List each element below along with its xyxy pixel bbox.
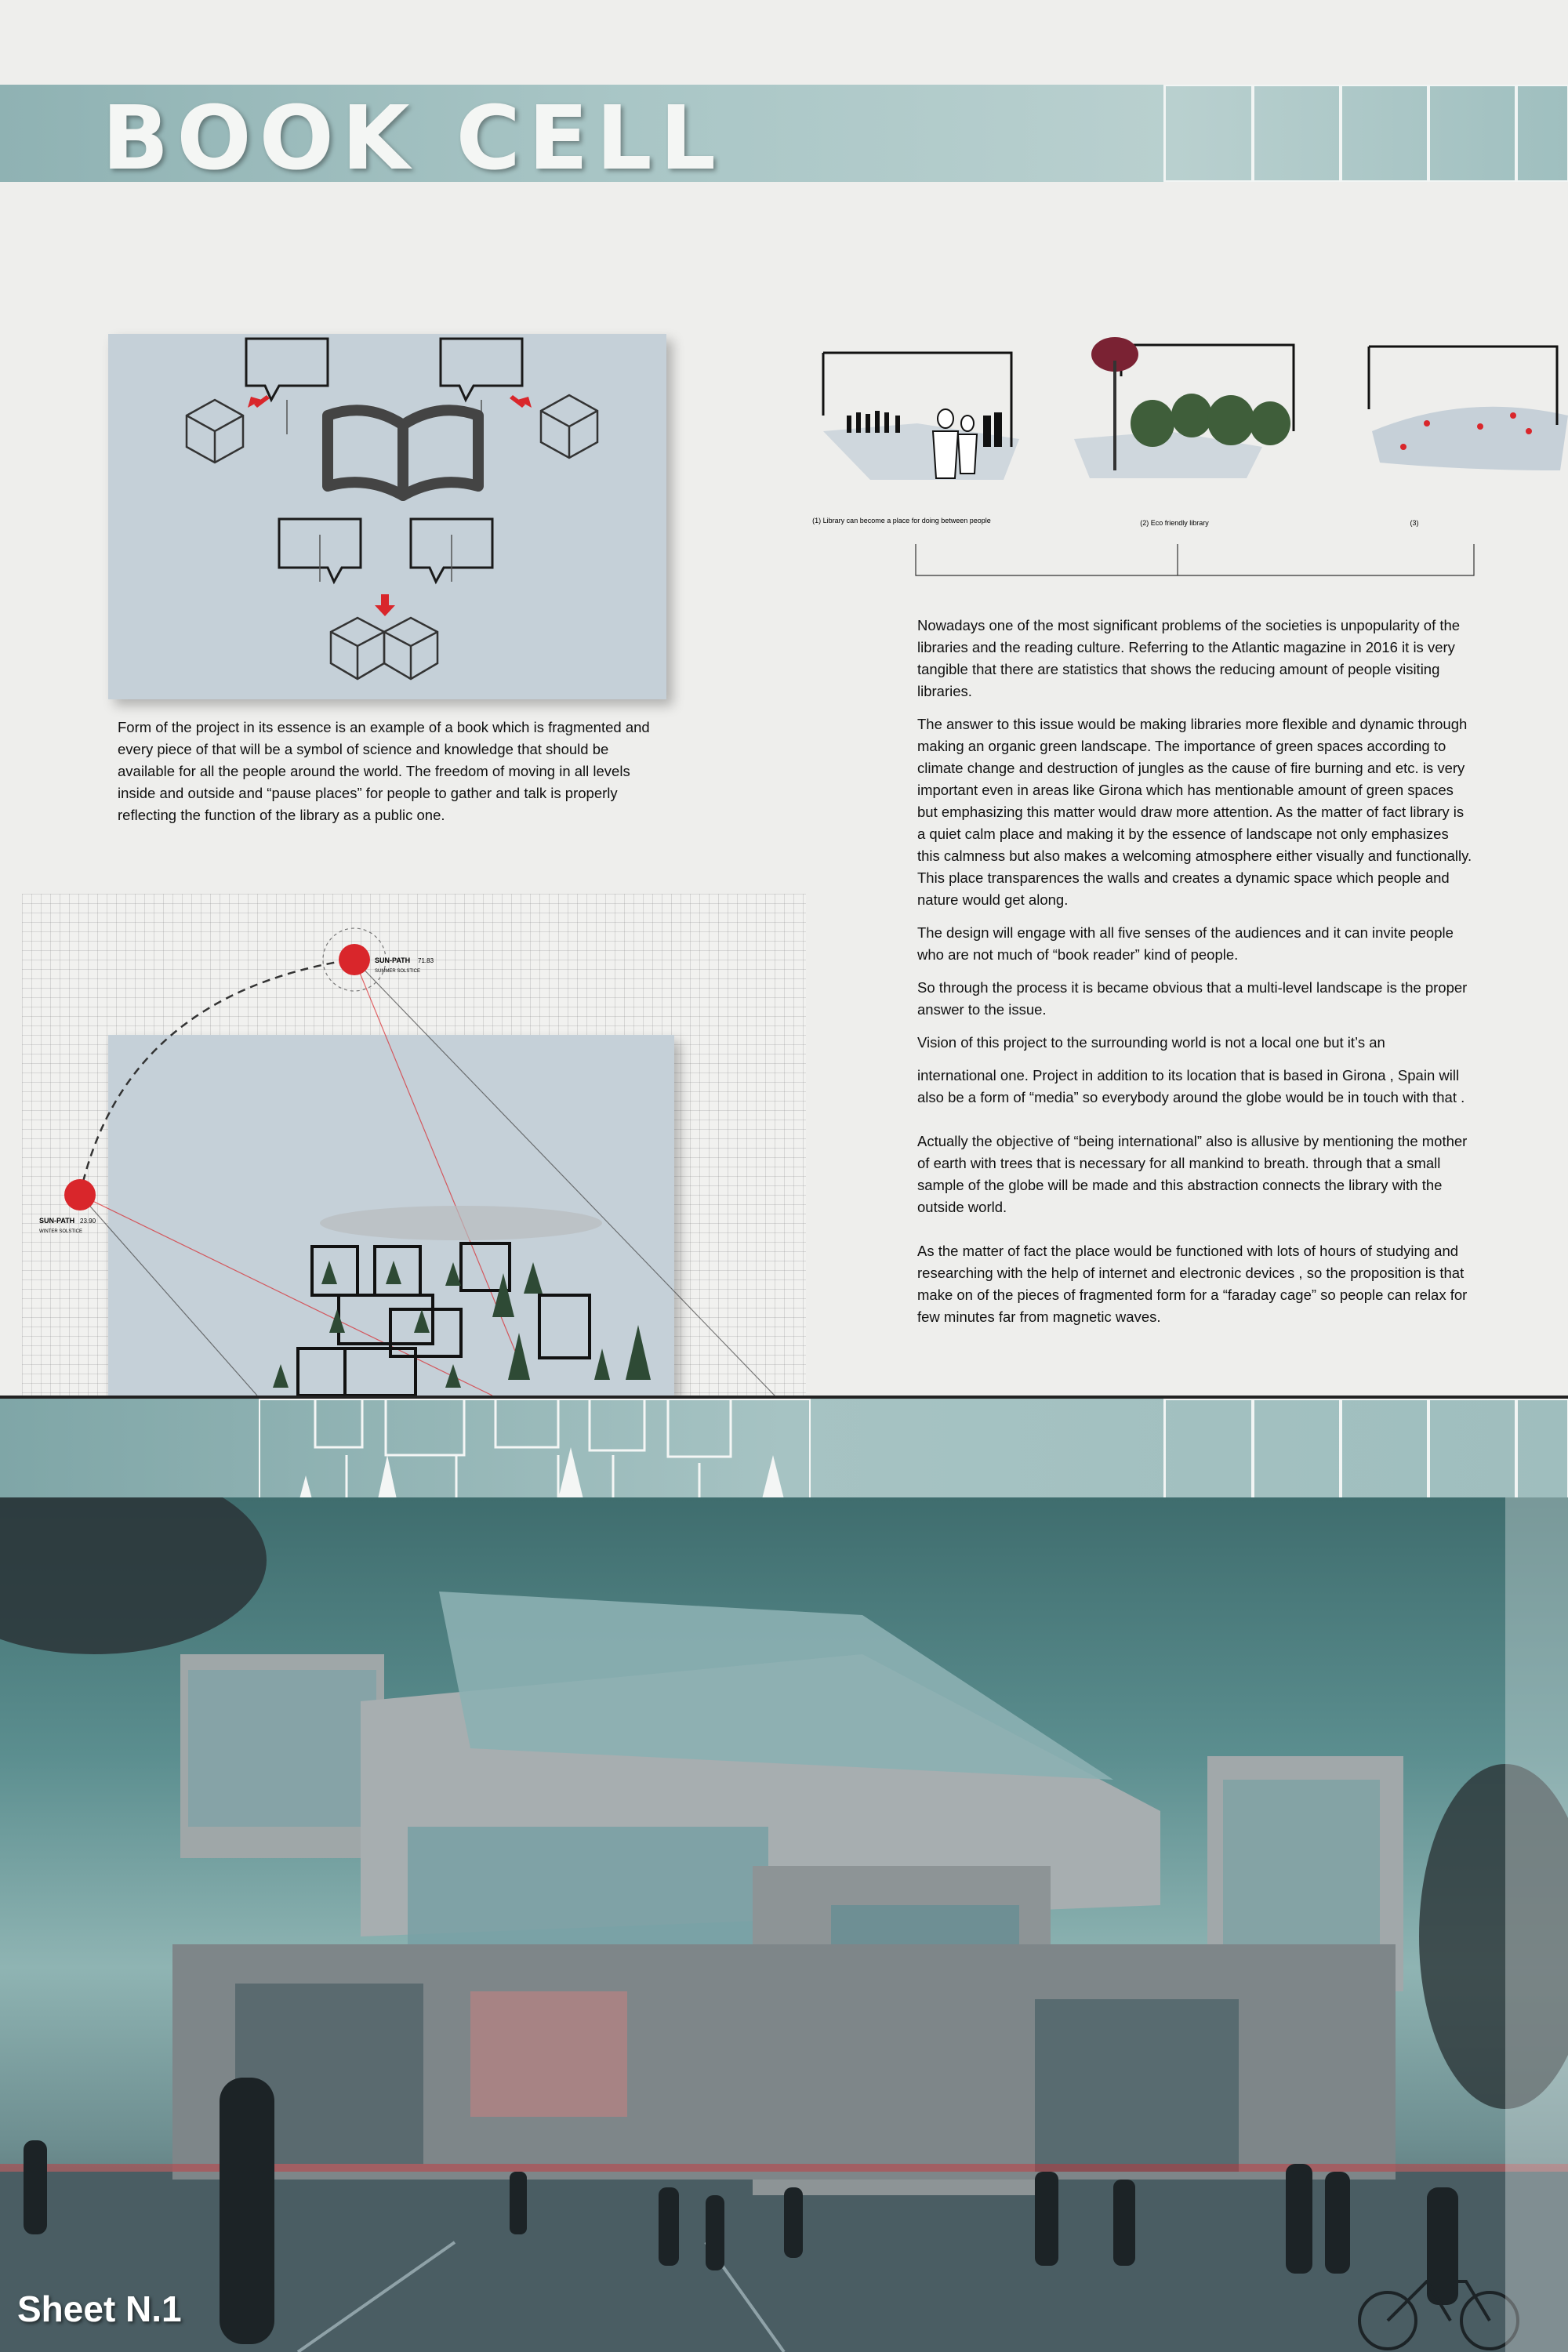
diagram-caption: (2) Eco friendly library [1140, 519, 1209, 527]
sun-path-svg [22, 894, 806, 1396]
building-render-svg [0, 1497, 1568, 2352]
section-outline [259, 1399, 811, 1501]
sun-label-winter: SUN-PATH [39, 1217, 75, 1225]
main-text [917, 615, 1474, 1339]
double-cube-icon [331, 618, 437, 679]
section-band-frame [1515, 1399, 1568, 1499]
title-band-frame [1339, 85, 1430, 182]
title-band-frame [1251, 85, 1342, 182]
globe-diagram [1369, 347, 1568, 470]
main-paragraph: The answer to this issue would be making libraries more flexible and dynamic through making an organic green landscape. The importance of green spaces according to climate change and destruction of jungles as the cause of fire burning and etc. is very important even in areas like Girona which has mentionable amount of green spaces but emphasizing this matter would draw more attention. As the matter of fact library is a quiet calm place and making it by the essence of landscape not only emphasizes this calmness but also makes a welcoming atmosphere either visually and functionally. This place transparences the walls and creates a dynamic space which people and nature would get along. [917, 716, 1472, 908]
speech-bubble-icon [441, 339, 522, 400]
section-band-frame [1251, 1399, 1342, 1499]
concept-diagrams-row [808, 329, 1568, 580]
diagram-caption: (3) [1410, 519, 1419, 527]
summer-sun-icon [339, 944, 370, 975]
winter-sun-icon [64, 1179, 96, 1210]
section-band-frame [1339, 1399, 1430, 1499]
section-outline-svg [260, 1400, 809, 1499]
concept-diagram [108, 334, 666, 699]
tree-diagram [1074, 337, 1294, 478]
main-paragraph: Nowadays one of the most significant problems of the societies is unpopularity of the libraries and the reading culture. Referring to the Atlantic magazine in 2016 it is very tangible that there are statistics that shows the reducing amount of people visiting libraries. [917, 617, 1461, 699]
red-arrow-icon [248, 395, 532, 616]
concept-diagrams-svg [808, 329, 1568, 580]
cube-icon [541, 395, 597, 458]
building-render [0, 1497, 1568, 2352]
main-paragraph: So through the process it is became obvious that a multi-level landscape is the proper answer to the issue. [917, 979, 1468, 1018]
sun-value-summer: 71.83 [418, 957, 434, 964]
main-paragraph: As the matter of fact the place would be functioned with lots of hours of studying and researching with the help of internet and electronic devices , so the proposition is that make on of the pieces of fragmented form for a “faraday cage” so people can relax for few minutes far from magnetic waves. [917, 1243, 1468, 1325]
cube-icon [187, 400, 243, 463]
sun-path-diagram [22, 894, 806, 1396]
people-diagram [823, 353, 1019, 480]
open-book-icon [328, 410, 478, 495]
main-paragraph: Actually the objective of “being international” also is allusive by mentioning the mother of earth with trees that is necessary for all mankind to breath. through that a small sample of the globe will be made and this abstraction connects the library with the outside world. [917, 1133, 1468, 1215]
render-side-strip [1505, 1497, 1568, 2352]
title-band-frame [1163, 85, 1254, 182]
sun-sub-summer: SUMMER SOLSTICE [375, 969, 421, 974]
title-band-frame [1427, 85, 1518, 182]
sheet-label: Sheet N.1 [17, 2288, 182, 2329]
main-paragraph: The design will engage with all five senses of the audiences and it can invite people who are not much of “book reader” kind of people. [917, 924, 1454, 963]
stacked-volumes [298, 1243, 590, 1396]
sun-sub-winter: WINTER SOLSTICE [39, 1229, 83, 1234]
diagram-caption: (1) Library can become a place for doing between people [812, 517, 991, 524]
concept-caption: Form of the project in its essence is an example of a book which is fragmented and every piece of that will be a symbol of science and knowledge that should be available for all the people around the world. The freedom of moving in all levels inside and outside and “pause places” for people to gather and talk is properly reflecting the function of the library as a public one. [118, 719, 650, 823]
concept-diagram-panel [108, 334, 666, 699]
sun-label-summer: SUN-PATH [375, 956, 411, 964]
building-masses [172, 1592, 1403, 2195]
section-band-frame [1163, 1399, 1254, 1499]
title-band-frame [1515, 85, 1568, 182]
page-title: BOOK CELL [102, 88, 724, 190]
main-paragraph: Vision of this project to the surrounding world is not a local one but it’s an [917, 1034, 1385, 1051]
main-paragraph: international one. Project in addition to its location that is based in Girona , Spain will also be a form of “media” so everybody around the globe would be in touch with that . [917, 1067, 1465, 1105]
sun-value-winter: 23.90 [80, 1218, 96, 1225]
section-band-frame [1427, 1399, 1518, 1499]
